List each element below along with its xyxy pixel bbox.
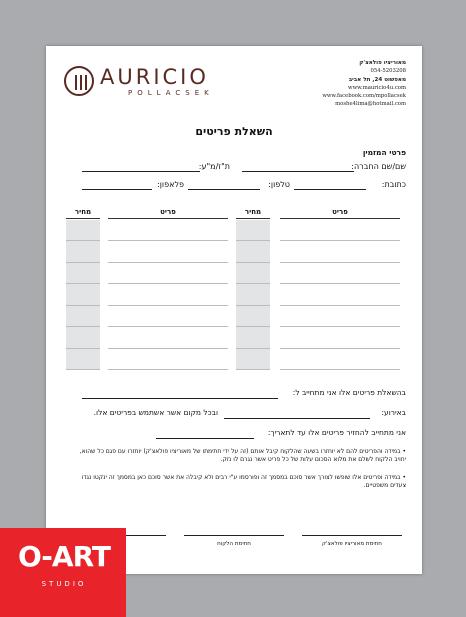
table-header-item-right: פריט	[332, 208, 348, 216]
terms-bullet-2: • במידה ופריטים אלו שופשו לצורך אשר סוכם במסמך זה ופורסמו ע"י רבים ולא קיבלה את אשר סוכם כאן במסמך זה ינקטו נגדו צעדים משפטיים.	[81, 474, 406, 489]
terms-bullet-1: • במידה והפריטים להם לא יוחזרו בשעה שהלקוח קיבל אותם (זה על ידי חתימתו של מאוריציו פולאצ'ק) יוחזרו עם פגם כל שהוא, יחויב הלקוח לשלם את מלוא הסכום עלות של כל פריט אשר נגרם לו נזק.	[79, 448, 406, 463]
table-row-line[interactable]	[108, 369, 228, 370]
table-row-line[interactable]	[66, 240, 100, 241]
logo-wordmark: AURICIO	[100, 65, 209, 89]
table-row-line[interactable]	[236, 305, 270, 306]
table-row-line[interactable]	[236, 348, 270, 349]
address-field[interactable]	[294, 189, 366, 190]
form-title: השאלת פריטים	[195, 125, 273, 138]
contact-facebook: www.facebook.com/mpollacsek	[322, 93, 406, 100]
header-rule	[236, 218, 270, 219]
address-label: כתובת:	[381, 180, 406, 189]
table-header-item-left: פריט	[160, 208, 176, 216]
table-row-line[interactable]	[280, 283, 400, 284]
contact-block	[296, 59, 406, 109]
mobile-label: פלאפון:	[157, 180, 184, 189]
table-row-line[interactable]	[66, 348, 100, 349]
name-company-label: שם/שם החברה:	[351, 162, 406, 171]
signature-line-client[interactable]	[184, 535, 284, 536]
contact-name: מאוריציו פולאצ'ק	[359, 60, 406, 66]
table-row-line[interactable]	[280, 369, 400, 370]
table-row-line[interactable]	[108, 326, 228, 327]
id-number-field[interactable]	[82, 171, 200, 172]
table-row-line[interactable]	[280, 348, 400, 349]
return-date-field[interactable]	[156, 438, 254, 439]
signature-line-mauricio[interactable]	[302, 535, 402, 536]
table-row-line[interactable]	[66, 369, 100, 370]
table-row-line[interactable]	[108, 240, 228, 241]
contact-phone: 054-5203208	[370, 68, 406, 75]
table-row-line[interactable]	[108, 305, 228, 306]
table-header-price-right: מחיר	[244, 208, 262, 216]
commit-text: בהשאלת פריטים אלו אני מתחייב ל:	[292, 388, 406, 397]
signature-label-client: חתימת הלקוח	[217, 541, 251, 547]
commit-field[interactable]	[82, 398, 278, 399]
terms-bullet-1-text: במידה והפריטים להם לא יוחזרו בשעה שהלקוח קיבל אותם (זה על ידי חתימתו של מאוריציו פולאצ'ק) יוחזרו עם פגם כל שהוא, יחויב הלקוח לשלם את מלוא הסכום עלות של כל פריט אשר נגרם לו נזק.	[79, 448, 406, 463]
table-row-line[interactable]	[280, 326, 400, 327]
table-row-line[interactable]	[66, 262, 100, 263]
table-row-line[interactable]	[280, 262, 400, 263]
phone-field[interactable]	[188, 189, 260, 190]
name-company-field[interactable]	[242, 171, 354, 172]
mobile-field[interactable]	[82, 189, 152, 190]
table-row-line[interactable]	[236, 326, 270, 327]
table-row-line[interactable]	[108, 348, 228, 349]
header-rule	[108, 218, 228, 219]
contact-website: www.mauricio4u.com	[348, 84, 406, 91]
table-row-line[interactable]	[236, 369, 270, 370]
terms-bullet-2-text: במידה ופריטים אלו שופשו לצורך אשר סוכם במסמך זה ופורסמו ע"י רבים ולא קיבלה את אשר סוכם כאן במסמך זה ינקטו נגדו צעדים משפטיים.	[81, 474, 406, 489]
table-row-line[interactable]	[280, 240, 400, 241]
table-row-line[interactable]	[108, 283, 228, 284]
section-title-customer: פרטי המזמין	[362, 148, 406, 157]
return-text: אני מתחייב להחזיר פריטים אלו עד לתאריך:	[267, 428, 406, 437]
signature-label-mauricio: חתימת מאוריציו פולאצ'ק	[322, 541, 382, 547]
table-row-line[interactable]	[108, 262, 228, 263]
location-text: ובכל מקום אשר אשתמש בפריטים אלו.	[93, 408, 218, 417]
logo-emblem-icon	[64, 66, 94, 96]
table-row-line[interactable]	[236, 262, 270, 263]
form-sheet	[46, 46, 422, 574]
table-header-price-left: מחיר	[74, 208, 92, 216]
contact-email: moshe4lima@hotmail.com	[335, 101, 406, 108]
event-field[interactable]	[224, 418, 370, 419]
table-row-line[interactable]	[236, 283, 270, 284]
table-row-line[interactable]	[66, 326, 100, 327]
id-number-label: ת"ז/מ"ע:	[198, 162, 230, 171]
header-rule	[66, 218, 100, 219]
logo-subline: POLLACSEK	[128, 89, 214, 97]
table-row-line[interactable]	[280, 305, 400, 306]
oart-studio-badge	[0, 528, 126, 617]
table-row-line[interactable]	[66, 283, 100, 284]
contact-address: מאפשוט 24, תל אביב	[348, 76, 406, 83]
badge-sub-text: STUDIO	[41, 580, 87, 588]
event-label: באירוע:	[381, 408, 406, 417]
phone-label: טלפון:	[268, 180, 290, 189]
header-rule	[280, 218, 400, 219]
mauricio-logo	[64, 64, 234, 98]
table-row-line[interactable]	[66, 305, 100, 306]
badge-main-text: O-ART	[17, 540, 110, 573]
table-row-line[interactable]	[236, 240, 270, 241]
